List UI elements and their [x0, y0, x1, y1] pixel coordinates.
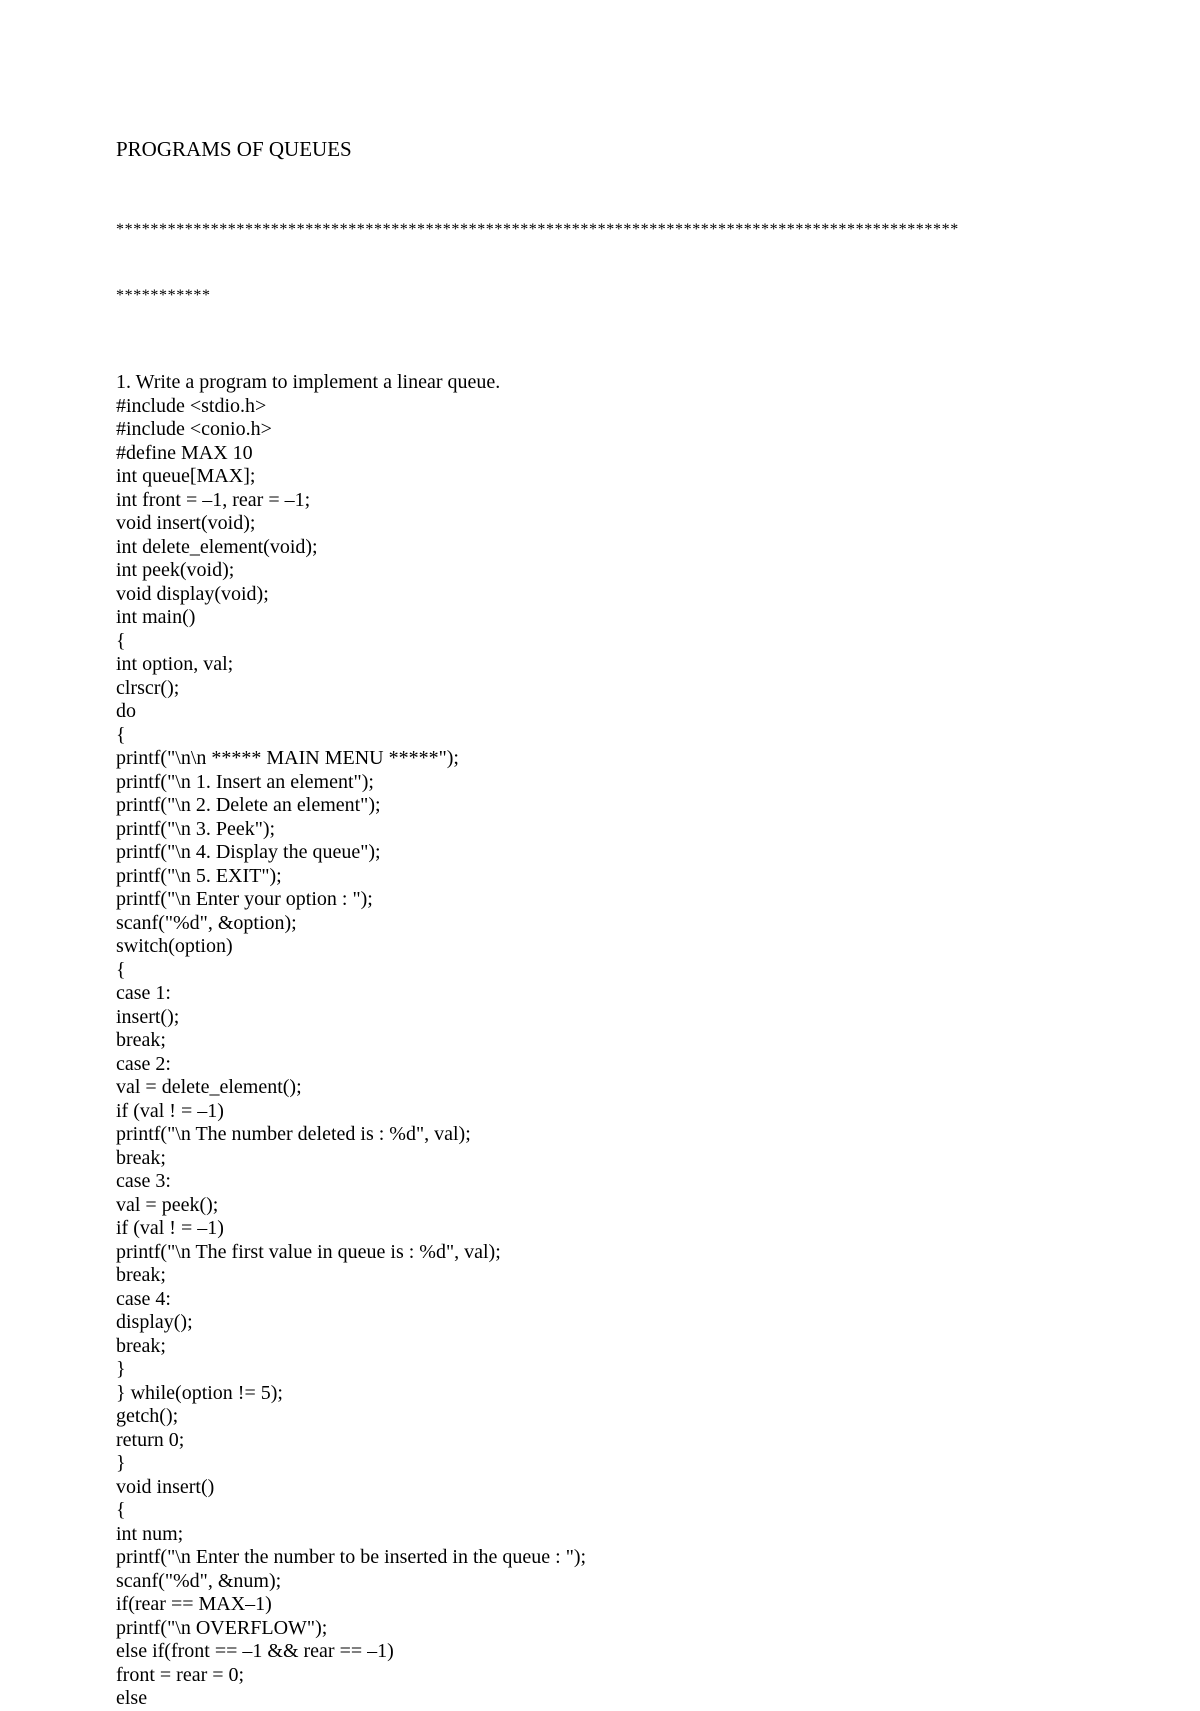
code-line: break;: [116, 1029, 166, 1051]
code-line: printf("\n Enter the number to be inserted in the queue : ");: [116, 1546, 587, 1568]
code-line: break;: [116, 1334, 166, 1357]
code-line: if (val ! = –1): [116, 1099, 224, 1122]
code-line: return 0;: [116, 1428, 185, 1451]
code-line: break;: [116, 1264, 166, 1286]
code-line: clrscr();: [116, 676, 180, 699]
code-line: printf("\n 1. Insert an element");: [116, 770, 374, 793]
code-line: scanf("%d", &option);: [116, 911, 297, 934]
code-line: void insert(): [116, 1475, 215, 1498]
code-line: printf("\n The first value in queue is : %d", val);: [116, 1240, 501, 1263]
code-line: printf("\n 3. Peek");: [116, 817, 276, 840]
code-line: {: [116, 629, 126, 652]
code-line: {: [116, 723, 126, 746]
code-line: case 4:: [116, 1287, 171, 1310]
code-line: insert();: [116, 1005, 180, 1028]
code-line: case 3:: [116, 1170, 171, 1192]
separator-stars-line: **************************************************************************************************: [116, 221, 959, 238]
code-line: break;: [116, 1146, 166, 1169]
code-line: printf("\n The number deleted is : %d", val);: [116, 1123, 471, 1145]
code-line: printf("\n 5. EXIT");: [116, 864, 282, 887]
code-line: int option, val;: [116, 653, 234, 675]
code-line: void display(void);: [116, 582, 269, 605]
code-line: val = peek();: [116, 1193, 219, 1216]
code-line: void insert(void);: [116, 512, 256, 534]
code-line: do: [116, 700, 136, 722]
code-line: case 1:: [116, 982, 171, 1004]
document-page: [116, 136, 1096, 1711]
code-line: int front = –1, rear = –1;: [116, 488, 311, 511]
code-line: int delete_element(void);: [116, 535, 318, 558]
code-line: val = delete_element();: [116, 1076, 302, 1098]
code-line: {: [116, 1499, 126, 1521]
code-line: }: [116, 1452, 126, 1474]
code-line: if (val ! = –1): [116, 1217, 224, 1239]
code-line: printf("\n Enter your option : ");: [116, 888, 373, 910]
code-line: #include <stdio.h>: [116, 394, 267, 417]
code-line: getch();: [116, 1405, 179, 1427]
code-line: if(rear == MAX–1): [116, 1593, 272, 1615]
code-line: int peek(void);: [116, 559, 235, 581]
code-line: int queue[MAX];: [116, 465, 256, 487]
code-line: printf("\n\n ***** MAIN MENU *****");: [116, 747, 459, 769]
code-line: scanf("%d", &num);: [116, 1569, 282, 1592]
code-line: int num;: [116, 1522, 184, 1545]
document-title: PROGRAMS OF QUEUES: [116, 137, 352, 161]
code-line: } while(option != 5);: [116, 1381, 283, 1404]
code-line: else if(front == –1 && rear == –1): [116, 1640, 394, 1662]
code-line: printf("\n 2. Delete an element");: [116, 794, 381, 816]
separator-stars-line: ***********: [116, 287, 211, 304]
code-block: [116, 395, 1096, 1711]
code-line: int main(): [116, 606, 196, 628]
code-line: else: [116, 1687, 148, 1709]
separator-stars: [116, 175, 1096, 351]
code-line: printf("\n 4. Display the queue");: [116, 841, 381, 863]
code-line: display();: [116, 1311, 193, 1333]
code-line: #define MAX 10: [116, 441, 253, 464]
code-line: }: [116, 1358, 126, 1380]
code-line: switch(option): [116, 935, 233, 957]
code-line: {: [116, 958, 126, 981]
code-line: case 2:: [116, 1052, 171, 1075]
code-line: printf("\n OVERFLOW");: [116, 1616, 328, 1639]
question-heading: 1. Write a program to implement a linear queue.: [116, 371, 501, 393]
code-line: front = rear = 0;: [116, 1663, 245, 1686]
code-line: #include <conio.h>: [116, 418, 272, 440]
